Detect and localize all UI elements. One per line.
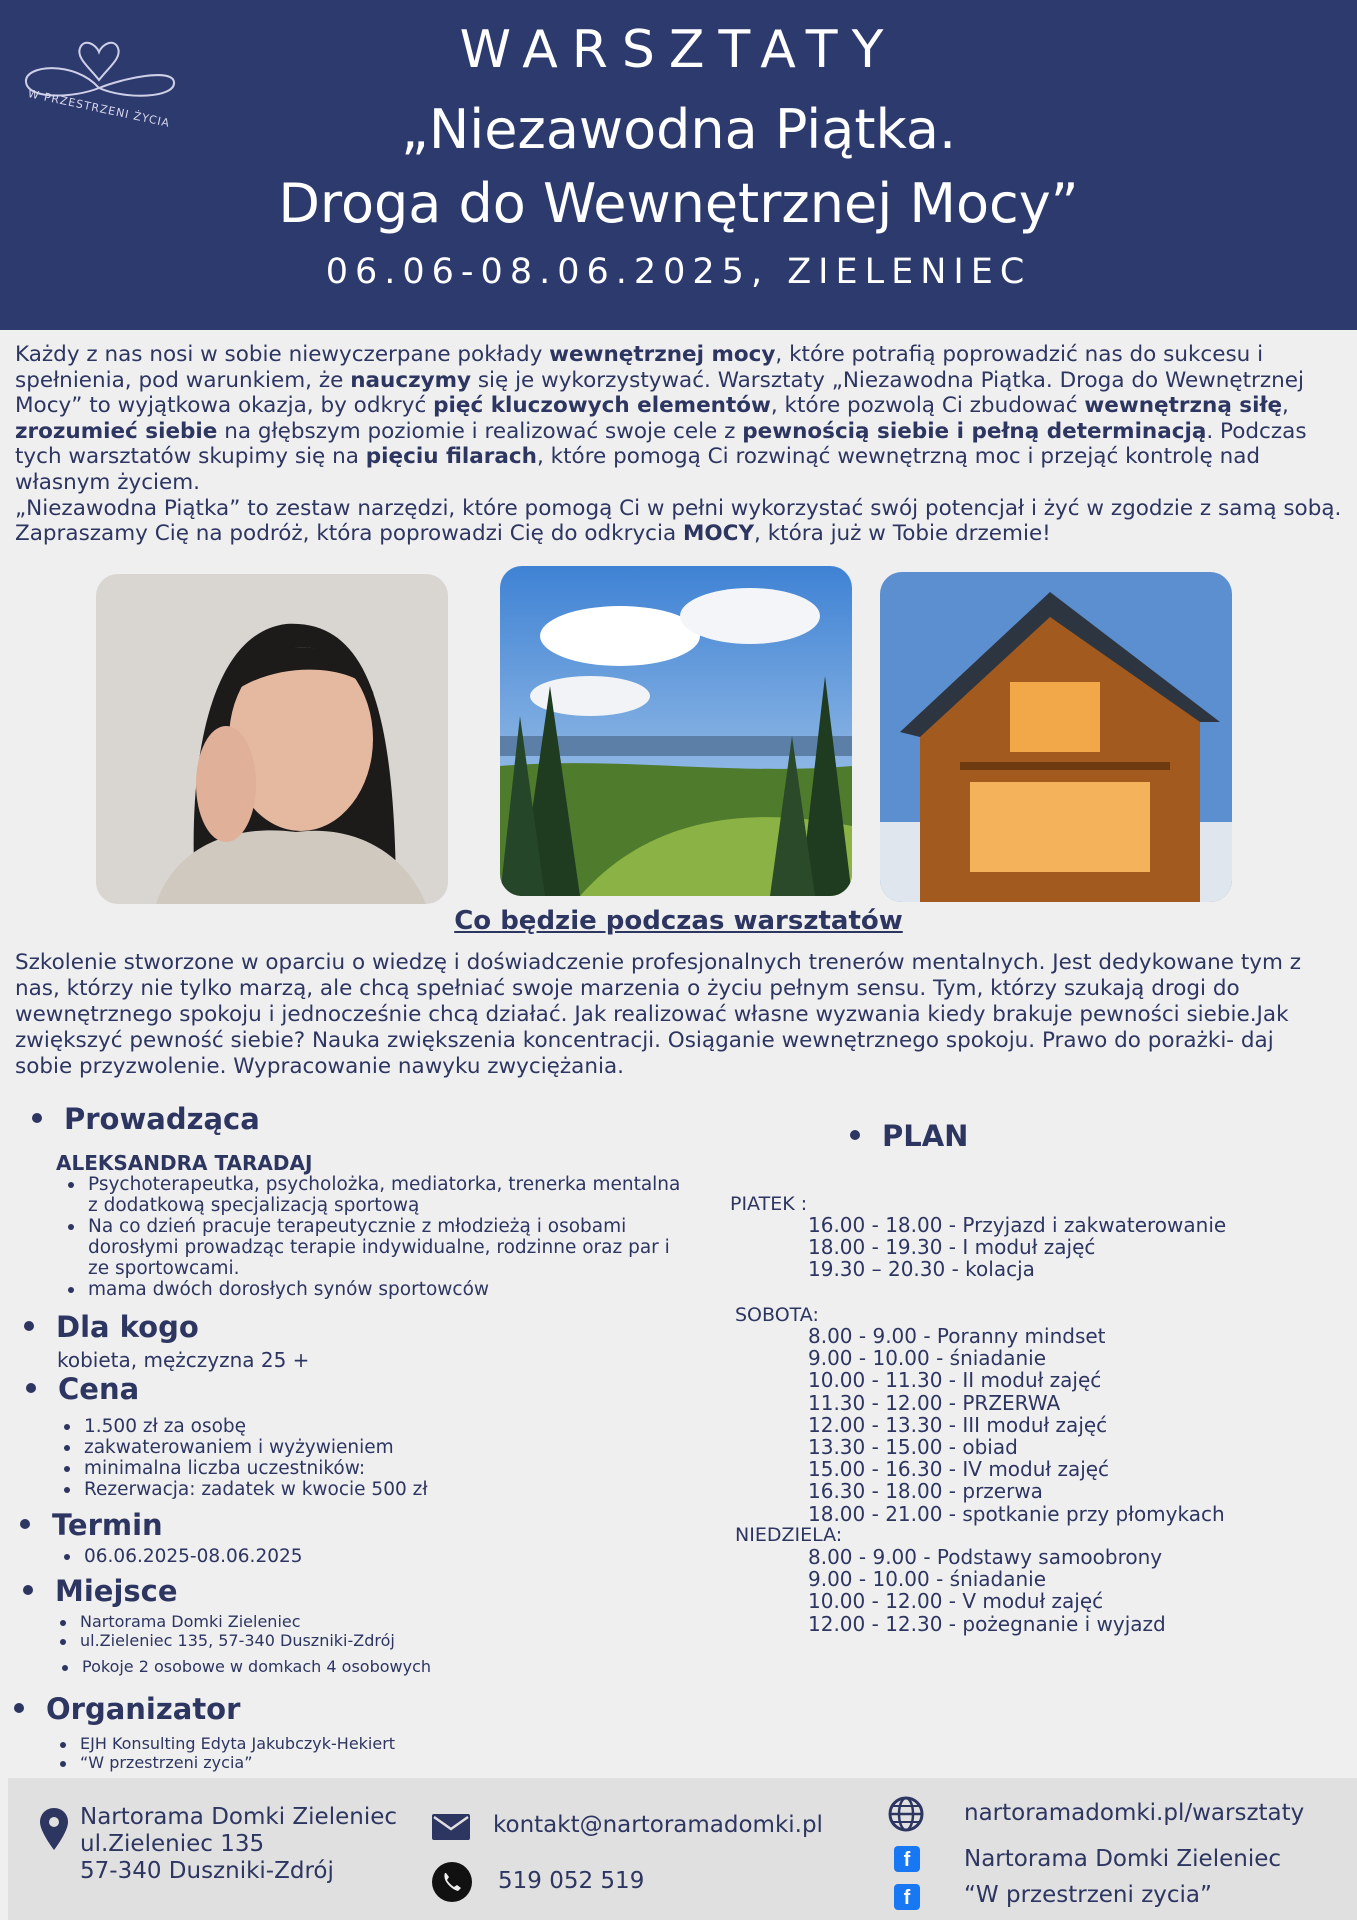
- plan-item: 12.00 - 12.30 - pożegnanie i wyjazd: [808, 1611, 1166, 1636]
- header-date-place: 06.06-08.06.2025, ZIELENIEC: [325, 252, 1032, 292]
- list-item: “W przestrzeni zycia”: [56, 1753, 556, 1772]
- wooden-chalet-photo: [880, 572, 1232, 902]
- intro-text: . Podczas tych warsztatów skupimy się na: [15, 418, 1307, 470]
- website-link[interactable]: nartoramadomki.pl/warsztaty: [964, 1800, 1305, 1826]
- list-item: zakwaterowaniem i wyżywieniem: [60, 1437, 560, 1458]
- list-item: Rezerwacja: zadatek w kwocie 500 zł: [60, 1479, 560, 1500]
- section-title: Co będzie podczas warsztatów: [454, 906, 903, 936]
- plan-item: 10.00 - 12.00 - V moduł zajęć: [808, 1589, 1104, 1614]
- footer-address: [80, 1804, 397, 1885]
- plan-day-sunday: NIEDZIELA:: [735, 1524, 843, 1546]
- miejsce-list: [56, 1612, 556, 1650]
- intro-bold: nauczymy: [350, 367, 472, 393]
- facebook-link-nartorama[interactable]: Nartorama Domki Zieleniec: [964, 1846, 1282, 1872]
- plan-item: 10.00 - 11.30 - II moduł zajęć: [808, 1368, 1102, 1393]
- email-link[interactable]: kontakt@nartoramadomki.pl: [493, 1812, 823, 1838]
- plan-item: 9.00 - 10.00 - śniadanie: [808, 1346, 1047, 1371]
- header-title-line2: Droga do Wewnętrznej Mocy”: [278, 172, 1079, 235]
- cena-list: [60, 1416, 560, 1500]
- intro-text: , które pozwolą Ci zbudować: [770, 393, 1085, 419]
- plan-day-saturday: SOBOTA:: [735, 1304, 819, 1326]
- list-item: Psychoterapeutka, psycholożka, mediatorka, trenerka mentalna z dodatkową specjalizacją sportową: [64, 1174, 684, 1216]
- trainer-photo: [96, 574, 448, 904]
- prowadzaca-heading: [32, 1102, 260, 1136]
- training-description: Szkolenie stworzone w oparciu o wiedzę i doświadczenie profesjonalnych trenerów mentalnych. Jest dedykowane tym z nas, którzy nie tylko marzą, ale chcą spełniać swoje marzenia o życiu pełnym sensu. Tym, którzy szukają drogi do wewnętrznego spokoju i jednocześnie chcą działać. Jak realizować własne wyzwania kiedy brakuje pewności siebie.Jak zwiększyć pewność siebie? Nauka zwiększenia koncentracji. Osiąganie wewnętrznego spokoju. Prawo do porażki- daj sobie przyzwolenie. Wypracowanie nawyku zwyciężania.: [15, 950, 1302, 1079]
- intro-text: się je wykorzystywać. Warsztaty „Niezawodna Piątka. Droga do Wewnętrznej Mocy” to wyjątkowa okazja, by odkryć: [15, 367, 1305, 419]
- logo-text: W PRZESTRZENI ŻYCIA: [26, 87, 172, 130]
- address-line: ul.Zieleniec 135: [80, 1831, 265, 1857]
- termin-label: Termin: [52, 1508, 163, 1542]
- trainer-info-list: [64, 1174, 684, 1300]
- plan-item: 16.30 - 18.00 - przerwa: [808, 1479, 1043, 1504]
- globe-icon: [888, 1796, 924, 1832]
- dla-kogo-heading: [24, 1310, 199, 1344]
- miejsce-label: Miejsce: [55, 1574, 178, 1608]
- plan-saturday-list: [808, 1325, 1225, 1525]
- dla-kogo-text: kobieta, mężczyzna 25 +: [57, 1348, 310, 1372]
- termin-list: [60, 1546, 560, 1567]
- trainer-name: ALEKSANDRA TARADAJ: [56, 1151, 313, 1175]
- intro-text: , która już w Tobie drzemie!: [754, 521, 1051, 547]
- plan-item: 12.00 - 13.30 - III moduł zajęć: [808, 1412, 1108, 1437]
- intro-bold: pięciu filarach: [365, 444, 537, 470]
- intro-text: na głębszym poziomie i realizować swoje cele z: [217, 418, 743, 444]
- list-item: 1.500 zł za osobę: [60, 1416, 560, 1437]
- list-item: Na co dzień pracuje terapeutycznie z młodzieżą i osobami dorosłymi prowadząc terapie indywidualne, rodzinne oraz par i ze sportowcami.: [64, 1216, 684, 1279]
- intro-text: , które pomogą Ci rozwinąć wewnętrzną moc i przejąć kontrolę nad własnym życiem.: [15, 444, 1261, 495]
- header-kicker: WARSZTATY: [459, 20, 898, 80]
- address-line: 57-340 Duszniki-Zdrój: [80, 1858, 334, 1884]
- facebook-icon: f: [894, 1884, 920, 1910]
- intro-text: „Niezawodna Piątka” to zestaw narzędzi, które pomogą Ci w pełni wykorzystać swój potencjał i żyć w zgodzie z samą sobą. Zapraszamy Cię na podróż, która poprowadzi Cię do odkrycia: [15, 495, 1342, 547]
- plan-label: PLAN: [882, 1119, 969, 1153]
- plan-item: 19.30 – 20.30 - kolacja: [808, 1257, 1035, 1282]
- dla-kogo-label: Dla kogo: [56, 1310, 199, 1344]
- intro-bold: wewnętrznej mocy: [549, 342, 776, 367]
- intro-bold: pięć kluczowych elementów: [433, 393, 771, 419]
- list-item: mama dwóch dorosłych synów sportowców: [64, 1279, 684, 1300]
- termin-heading: [20, 1508, 163, 1542]
- intro-text: Każdy z nas nosi w sobie niewyczerpane pokłady: [15, 342, 550, 367]
- plan-item: 8.00 - 9.00 - Podstawy samoobrony: [808, 1545, 1163, 1569]
- plan-item: 15.00 - 16.30 - IV moduł zajęć: [808, 1457, 1110, 1482]
- list-item: Pokoje 2 osobowe w domkach 4 osobowych: [58, 1657, 558, 1676]
- plan-item: 18.00 - 21.00 - spotkanie przy płomykach: [808, 1501, 1225, 1526]
- list-item: Nartorama Domki Zieleniec: [56, 1612, 556, 1631]
- phone-icon: [432, 1862, 472, 1902]
- intro-paragraph: [15, 342, 1345, 547]
- plan-friday-list: [808, 1214, 1226, 1281]
- plan-item: 8.00 - 9.00 - Poranny mindset: [808, 1324, 1106, 1348]
- mountain-forest-photo: [500, 566, 852, 896]
- header-banner: [0, 0, 1357, 330]
- organizator-heading: [14, 1692, 240, 1726]
- facebook-link-przestrzeni[interactable]: “W przestrzeni zycia”: [964, 1882, 1212, 1908]
- plan-item: 9.00 - 10.00 - śniadanie: [808, 1567, 1047, 1592]
- cena-heading: [26, 1372, 139, 1406]
- prowadzaca-label: Prowadząca: [64, 1102, 260, 1136]
- plan-sunday-list: [808, 1546, 1166, 1635]
- plan-item: 11.30 - 12.00 - PRZERWA: [808, 1390, 1061, 1415]
- location-pin-icon: [40, 1808, 68, 1850]
- footer: [8, 1778, 1357, 1920]
- intro-bold: pewnością siebie i pełną determinacją: [742, 418, 1207, 444]
- facebook-icon: f: [894, 1846, 920, 1872]
- plan-item: 13.30 - 15.00 - obiad: [808, 1435, 1018, 1460]
- cena-label: Cena: [58, 1372, 140, 1406]
- intro-text: , które potrafią poprowadzić nas do sukcesu i spełnienia, pod warunkiem, że: [15, 342, 1264, 393]
- intro-bold: zrozumieć siebie: [15, 418, 218, 444]
- intro-text: ,: [1282, 393, 1289, 419]
- mail-icon: [432, 1814, 470, 1840]
- list-item: EJH Konsulting Edyta Jakubczyk-Hekiert: [56, 1734, 556, 1753]
- plan-item: 18.00 - 19.30 - I moduł zajęć: [808, 1235, 1096, 1260]
- plan-heading: [850, 1119, 968, 1153]
- address-line: Nartorama Domki Zieleniec: [80, 1804, 398, 1830]
- intro-bold: wewnętrzną siłę: [1084, 393, 1283, 419]
- phone-link[interactable]: 519 052 519: [498, 1868, 645, 1894]
- plan-day-friday: PIATEK :: [730, 1193, 808, 1215]
- plan-item: 16.00 - 18.00 - Przyjazd i zakwaterowanie: [808, 1213, 1227, 1237]
- rooms-list: [58, 1657, 558, 1676]
- organizator-label: Organizator: [46, 1692, 241, 1726]
- organizator-list: [56, 1734, 556, 1772]
- list-item: ul.Zieleniec 135, 57-340 Duszniki-Zdrój: [56, 1631, 556, 1650]
- list-item: minimalna liczba uczestników:: [60, 1458, 560, 1479]
- list-item: 06.06.2025-08.06.2025: [60, 1546, 560, 1567]
- header-title-line1: „Niezawodna Piątka.: [400, 98, 957, 161]
- miejsce-heading: [23, 1574, 178, 1608]
- intro-bold: MOCY: [683, 521, 755, 547]
